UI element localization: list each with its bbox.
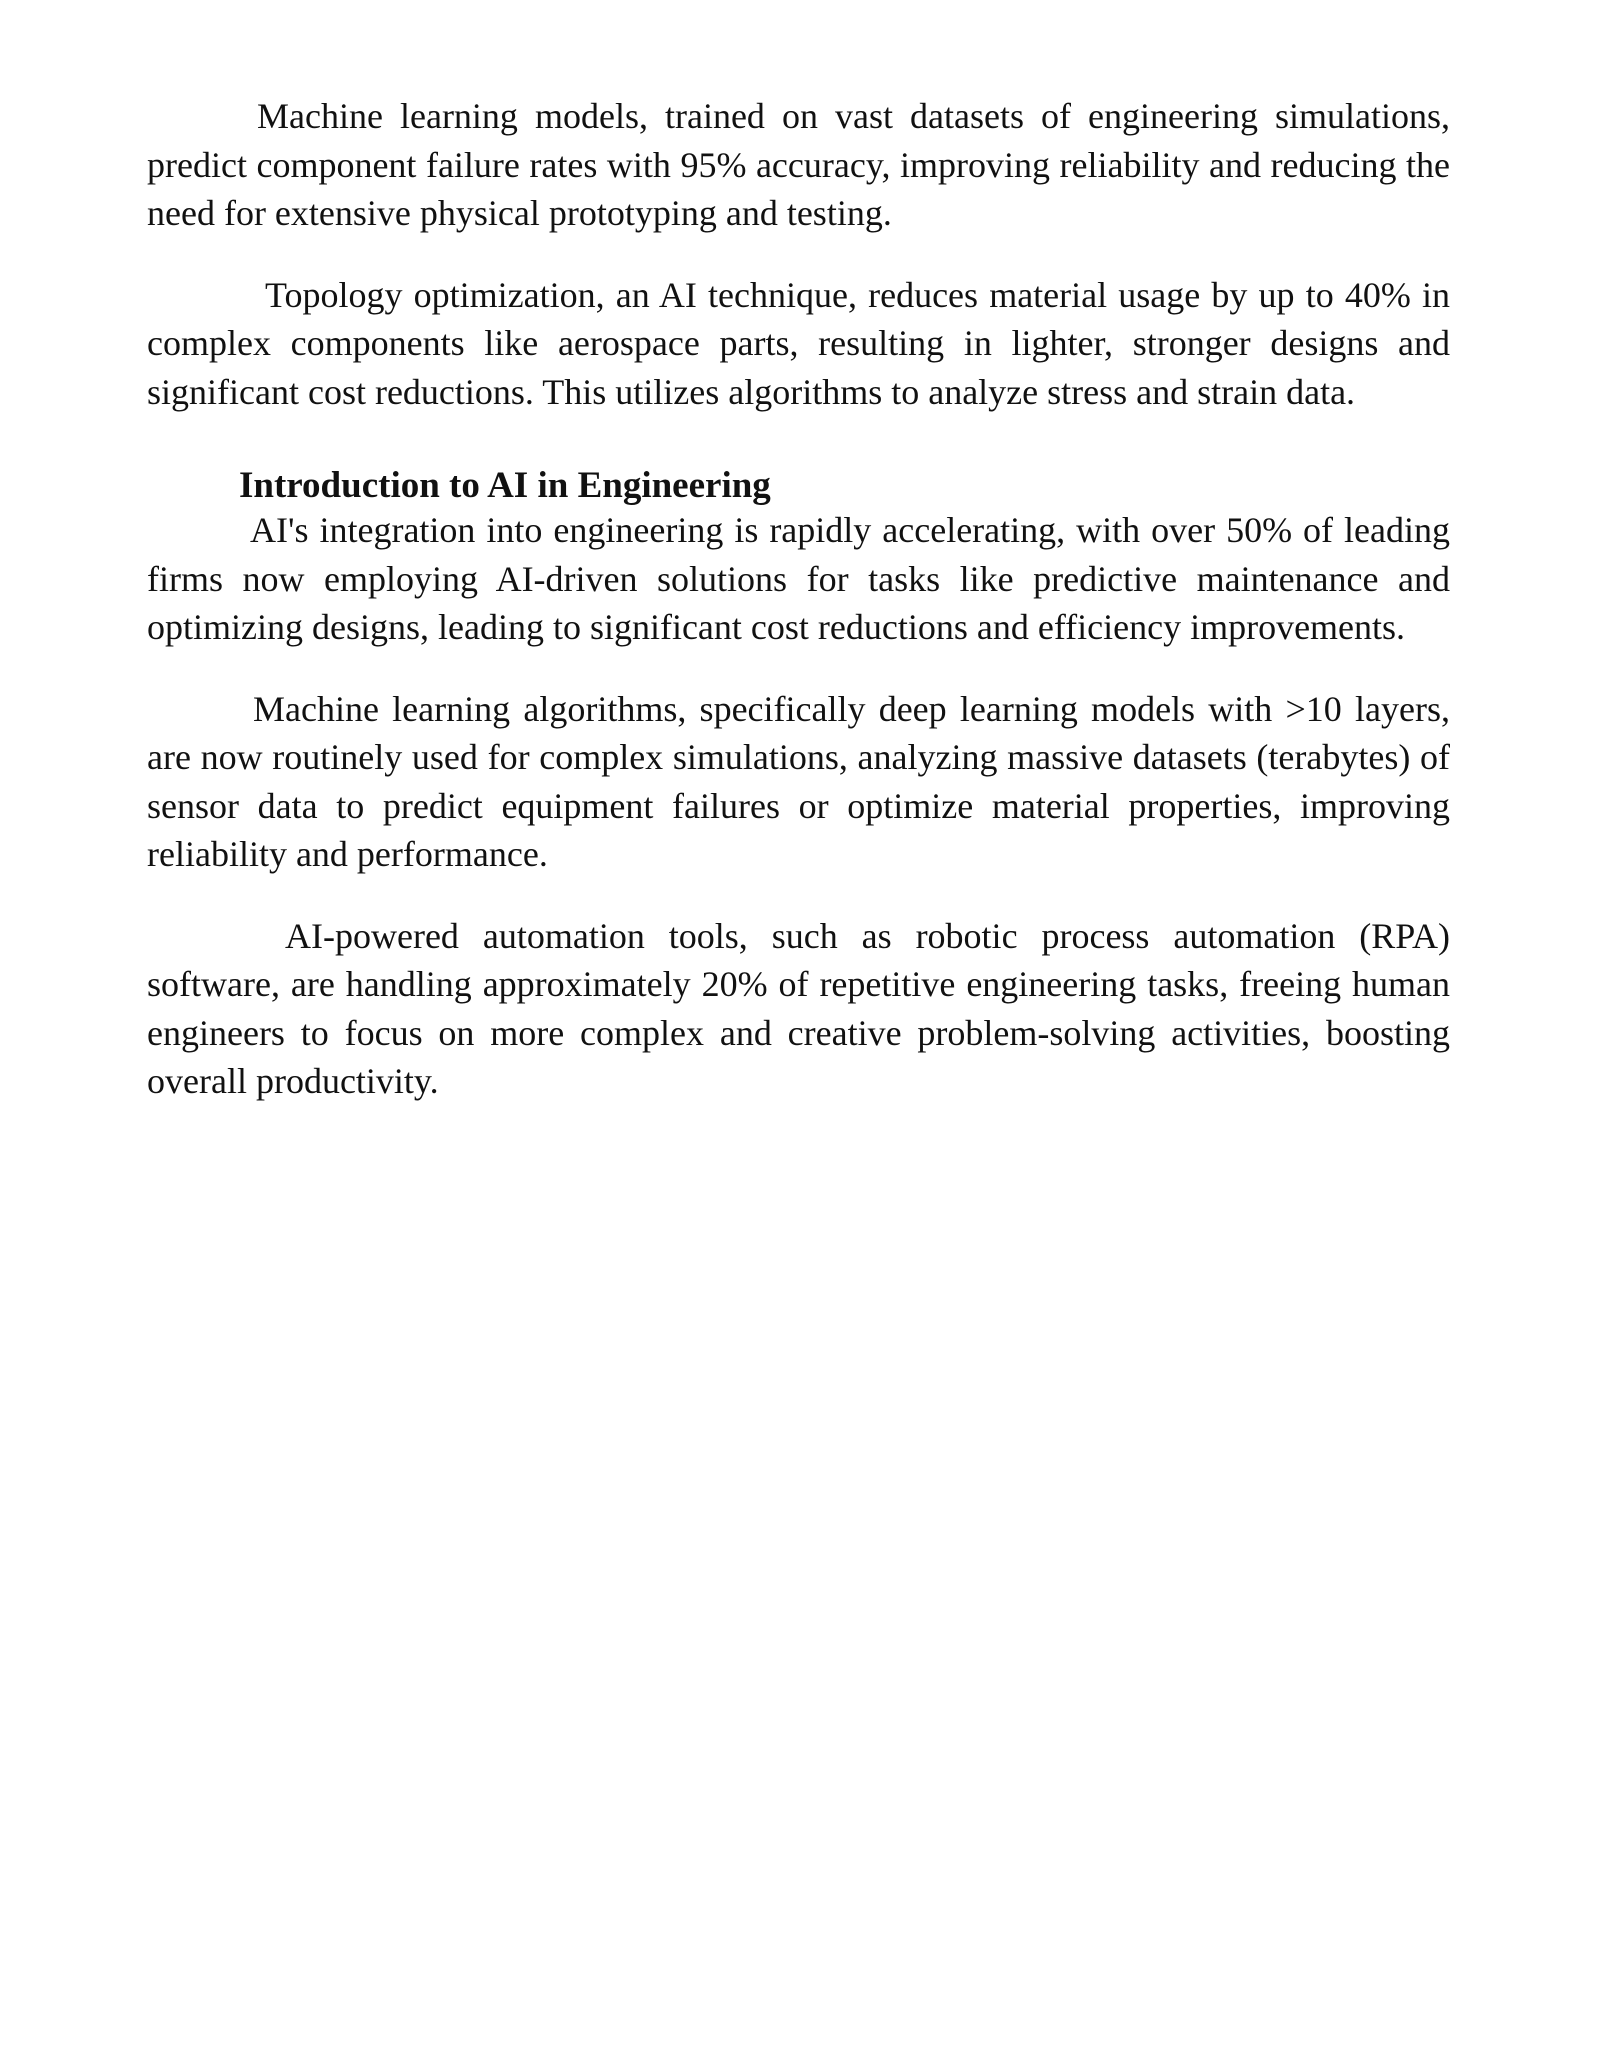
document-page [147, 92, 1450, 1106]
paragraph-topology-optimization: Topology optimization, an AI technique, reduces material usage by up to 40% in complex components like aerospace parts, resulting in lighter, stronger designs and significant cost reductions. This utilizes algorithms to analyze stress and strain data. [147, 274, 1450, 412]
section-heading: Introduction to AI in Engineering [239, 465, 771, 506]
paragraph-deep-learning: Machine learning algorithms, specifically deep learning models with >10 layers, are now routinely used for complex simulations, analyzing massive datasets (terabytes) of sensor data to predict equipment failures or optimize material properties, improving reliability and performance. [147, 688, 1450, 874]
paragraph-ml-failure-prediction: Machine learning models, trained on vast datasets of engineering simulations, predict component failure rates with 95% accuracy, improving reliability and reducing the need for extensive physical prototyping and testing. [147, 96, 1450, 233]
paragraph-ai-integration: AI's integration into engineering is rapidly accelerating, with over 50% of leading firms now employing AI-driven solutions for tasks like predictive maintenance and optimizing designs, leading to significant cost reductions and efficiency improvements. [147, 510, 1450, 647]
paragraph-automation-tools: AI-powered automation tools, such as robotic process automation (RPA) software, are handling approximately 20% of repetitive engineering tasks, freeing human engineers to focus on more complex and creative problem-solving activities, boosting overall productivity. [147, 915, 1450, 1101]
